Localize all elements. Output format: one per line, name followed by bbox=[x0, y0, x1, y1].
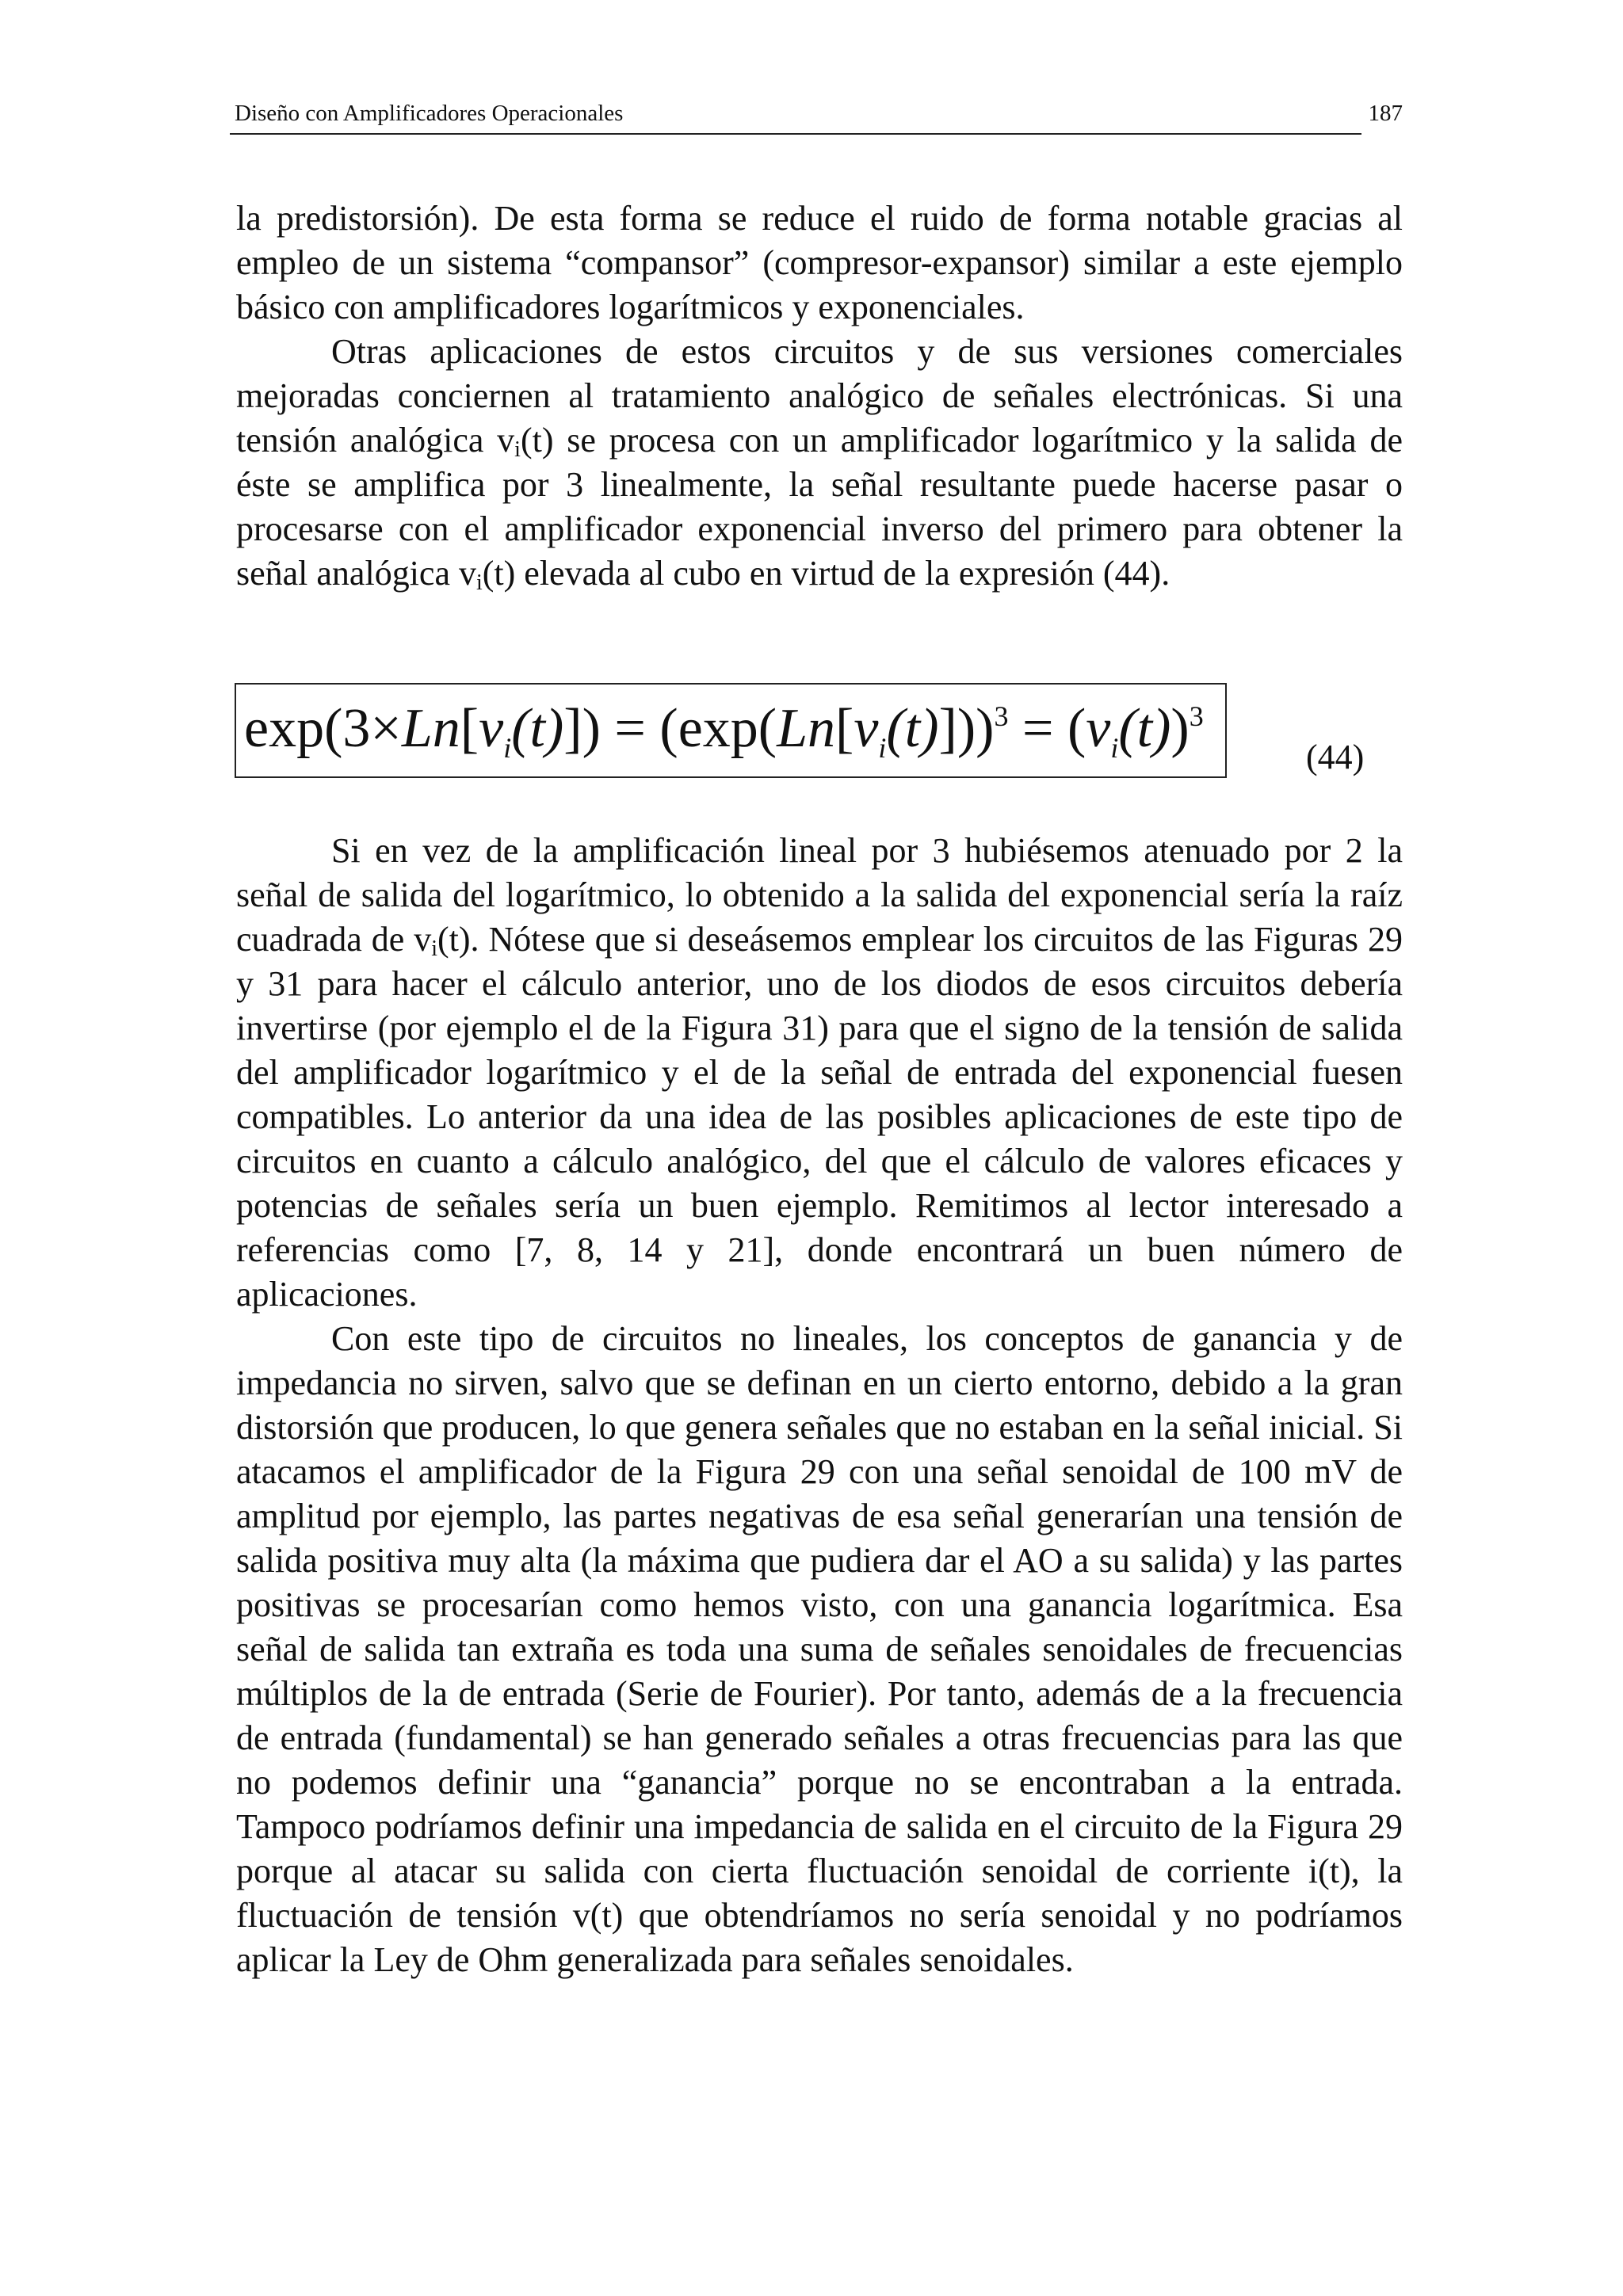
equation-number: (44) bbox=[1306, 738, 1365, 776]
paragraph-1: la predistorsión). De esta forma se reduce el ruido de forma notable gracias al empleo de un sistema “compansor” (compresor-expansor) similar a este ejemplo básico con amplificadores logarítmicos y exponenciales. bbox=[236, 199, 1403, 326]
equation-44: $\exp(3\times Ln[v_i(t)]) = (\exp(Ln[v_i(t)]))^3 = (v_i(t))^3$ bbox=[244, 697, 1204, 764]
running-header bbox=[230, 93, 1403, 135]
equation-44-box bbox=[235, 683, 1227, 778]
page-number: 187 bbox=[1368, 101, 1403, 126]
text-block-top bbox=[236, 196, 1403, 596]
paragraph-3: Si en vez de la amplificación lineal por 3 hubiésemos atenuado por 2 la señal de salida del logarítmico, lo obtenido a la salida del exponencial sería la raíz cuadrada de $v_i(t)$. Nótese que si deseásemos emplear los circuitos de las Figuras 29 y 31 para hacer el cálculo anterior, uno de los diodos de esos circuitos debería invertirse (por ejemplo el de la Figura 31) para que el signo de la tensión de salida del amplificador logarítmico y el de la señal de entrada del exponencial fuesen compatibles. Lo anterior da una idea de las posibles aplicaciones de este tipo de circuitos en cuanto a cálculo analógico, del que el cálculo de valores eficaces y potencias de señales sería un buen ejemplo. Remitimos al lector interesado a referencias como [7, 8, 14 y 21], donde encontrará un buen número de aplicaciones. bbox=[236, 831, 1403, 1314]
text-block-bottom bbox=[236, 829, 1403, 1982]
paragraph-2: Otras aplicaciones de estos circuitos y de sus versiones comerciales mejoradas conciernen al tratamiento analógico de señales electrónicas. Si una tensión analógica $v_i(t)$ se procesa con un amplificador logarítmico y la salida de éste se amplifica por 3 linealmente, la señal resultante puede hacerse pasar o procesarse con el amplificador exponencial inverso del primero para obtener la señal analógica $v_i(t)$ elevada al cubo en virtud de la expresión (44). bbox=[236, 332, 1403, 595]
running-header-title: Diseño con Amplificadores Operacionales bbox=[235, 101, 624, 126]
paragraph-4: Con este tipo de circuitos no lineales, los conceptos de ganancia y de impedancia no sirven, salvo que se definan en un cierto entorno, debido a la gran distorsión que producen, lo que genera señales que no estaban en la señal inicial. Si atacamos el amplificador de la Figura 29 con una señal senoidal de 100 mV de amplitud por ejemplo, las partes negativas de esa señal generarían una tensión de salida positiva muy alta (la máxima que pudiera dar el AO a su salida) y las partes positivas se procesarían como hemos visto, con una ganancia logarítmica. Esa señal de salida tan extraña es toda una suma de señales senoidales de frecuencias múltiplos de la de entrada (Serie de Fourier). Por tanto, además de a la frecuencia de entrada (fundamental) se han generado señales a otras frecuencias para las que no podemos definir una “ganancia” porque no se encontraban a la entrada. Tampoco podríamos definir una impedancia de salida en el circuito de la Figura 29 porque al atacar su salida con cierta fluctuación senoidal de corriente i(t), la fluctuación de tensión v(t) que obtendríamos no sería senoidal y no podríamos aplicar la Ley de Ohm generalizada para señales senoidales. bbox=[236, 1319, 1403, 1979]
